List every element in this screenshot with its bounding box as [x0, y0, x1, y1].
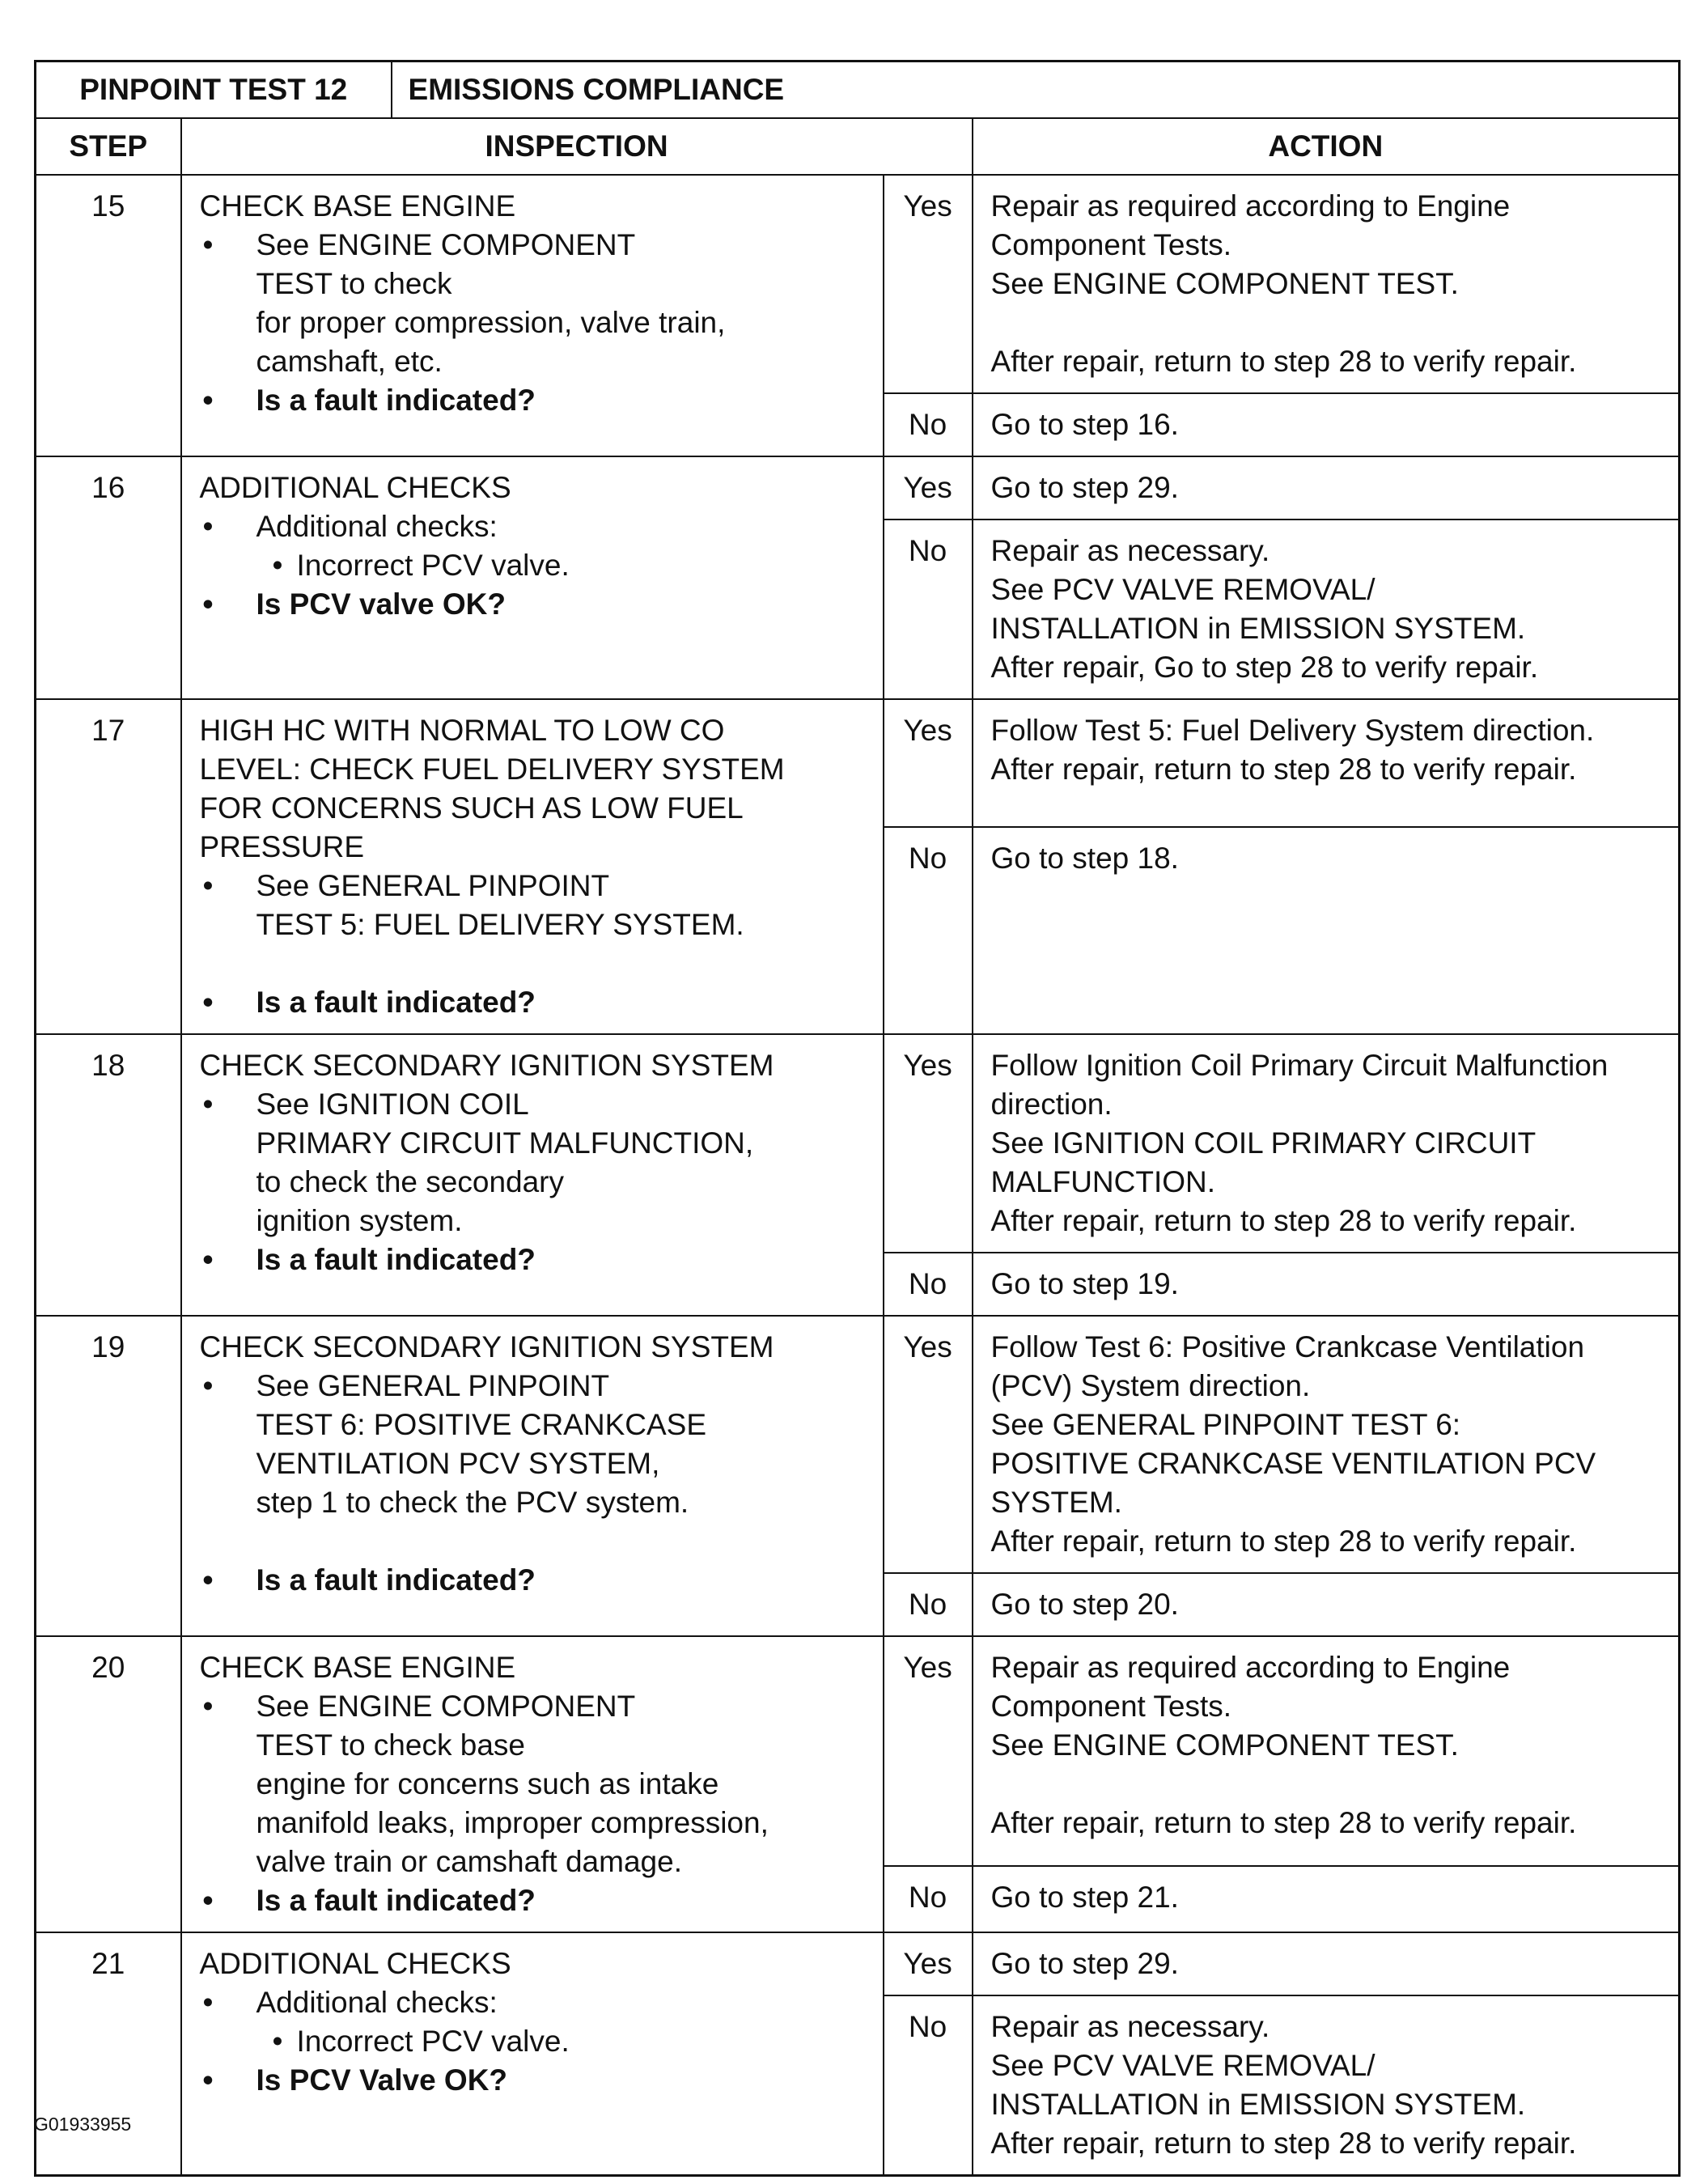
inspection-question: • Is PCV valve OK? — [200, 585, 865, 624]
inspection-cell — [181, 175, 884, 456]
bullet-line: VENTILATION PCV SYSTEM, — [256, 1447, 660, 1480]
table-row — [36, 1316, 1680, 1573]
inspection-bullet — [200, 1367, 865, 1522]
action-line: SYSTEM. — [990, 1486, 1122, 1519]
test-title: EMISSIONS COMPLIANCE — [392, 61, 1680, 119]
step-column-header: STEP — [36, 118, 181, 175]
inspection-bullet — [200, 507, 865, 585]
table-row — [36, 699, 1680, 827]
action-line: See GENERAL PINPOINT TEST 6: — [990, 1408, 1461, 1441]
inspection-bullet — [200, 867, 865, 944]
no-action — [973, 1253, 1680, 1316]
yes-action — [973, 1316, 1680, 1573]
action-line: See PCV VALVE REMOVAL/ — [990, 573, 1375, 606]
action-line: See PCV VALVE REMOVAL/ — [990, 2049, 1375, 2082]
figure-code: G01933955 — [34, 2114, 132, 2135]
no-action — [973, 827, 1680, 1034]
pinpoint-test-table — [34, 60, 1681, 2177]
action-line: Component Tests. — [990, 1690, 1232, 1723]
yes-label: Yes — [884, 1932, 973, 1995]
action-line: Go to step 29. — [990, 471, 1179, 504]
inspection-title: ADDITIONAL CHECKS — [199, 1947, 511, 1980]
action-line: After repair, return to step 28 to verify repair. — [990, 1525, 1577, 1558]
yes-label: Yes — [884, 699, 973, 827]
inspection-cell — [181, 456, 884, 699]
no-action — [973, 1995, 1680, 2176]
yes-label: Yes — [884, 175, 973, 393]
inspection-column-header: INSPECTION — [181, 118, 973, 175]
action-line: Go to step 19. — [990, 1267, 1179, 1300]
yes-action — [973, 1932, 1680, 1995]
bullet-line: manifold leaks, improper compression, — [256, 1806, 769, 1839]
action-line: See IGNITION COIL PRIMARY CIRCUIT — [990, 1126, 1537, 1160]
action-line: After repair, return to step 28 to verify repair. — [990, 2127, 1577, 2160]
inspection-cell — [181, 699, 884, 1034]
action-spacer — [991, 303, 1661, 342]
bullet-line: camshaft, etc. — [256, 345, 443, 378]
action-line: Go to step 29. — [990, 1947, 1179, 1980]
inspection-title: CHECK SECONDARY IGNITION SYSTEM — [199, 1049, 774, 1082]
bullet-line: engine for concerns such as intake — [256, 1767, 719, 1800]
inspection-title-line: HIGH HC WITH NORMAL TO LOW CO — [199, 714, 725, 747]
yes-label: Yes — [884, 1636, 973, 1866]
inspection-question: • Is a fault indicated? — [200, 1881, 865, 1920]
step-number: 18 — [36, 1034, 181, 1316]
bullet-line: • See GENERAL PINPOINT — [256, 1369, 610, 1402]
inspection-title-line: PRESSURE — [199, 830, 365, 863]
inspection-sub-bullet: • Incorrect PCV valve. — [256, 546, 865, 585]
no-label: No — [884, 827, 973, 1034]
inspection-title: CHECK SECONDARY IGNITION SYSTEM — [199, 1330, 774, 1363]
bullet-line: TEST 5: FUEL DELIVERY SYSTEM. — [256, 908, 744, 941]
action-line: Component Tests. — [990, 228, 1232, 261]
table-row — [36, 1636, 1680, 1866]
no-label: No — [884, 1573, 973, 1636]
table-row — [36, 175, 1680, 393]
step-number: 20 — [36, 1636, 181, 1932]
action-line: After repair, return to step 28 to verify repair. — [990, 345, 1577, 378]
bullet-line: for proper compression, valve train, — [256, 306, 726, 339]
table-row — [36, 1932, 1680, 1995]
inspection-question: • Is a fault indicated? — [200, 1561, 865, 1600]
bullet-line: • See ENGINE COMPONENT — [256, 1690, 636, 1723]
action-line: (PCV) System direction. — [990, 1369, 1311, 1402]
inspection-cell — [181, 1636, 884, 1932]
step-number: 17 — [36, 699, 181, 1034]
action-line: After repair, Go to step 28 to verify repair. — [990, 651, 1539, 684]
inspection-question: • Is a fault indicated? — [200, 1240, 865, 1279]
action-line: Go to step 21. — [990, 1880, 1179, 1914]
action-line: Repair as necessary. — [990, 2010, 1270, 2043]
action-line: After repair, return to step 28 to verify repair. — [990, 1204, 1577, 1237]
inspection-bullet — [200, 1983, 865, 2061]
no-label: No — [884, 1866, 973, 1932]
action-line: direction. — [990, 1088, 1113, 1121]
inspection-title: CHECK BASE ENGINE — [199, 1651, 516, 1684]
yes-label: Yes — [884, 1034, 973, 1253]
bullet-line: ignition system. — [256, 1204, 463, 1237]
action-spacer — [991, 1765, 1661, 1804]
inspection-bullet — [200, 1085, 865, 1240]
no-label: No — [884, 519, 973, 699]
table-title-row — [36, 61, 1680, 119]
action-line: See ENGINE COMPONENT TEST. — [990, 267, 1459, 300]
action-line: Follow Test 6: Positive Crankcase Ventilation — [990, 1330, 1585, 1363]
no-action — [973, 1573, 1680, 1636]
yes-label: Yes — [884, 1316, 973, 1573]
bullet-line: TEST 6: POSITIVE CRANKCASE — [256, 1408, 707, 1441]
action-line: Go to step 20. — [990, 1588, 1179, 1621]
inspection-title-line: FOR CONCERNS SUCH AS LOW FUEL — [199, 791, 744, 825]
no-action — [973, 393, 1680, 456]
inspection-question: • Is PCV Valve OK? — [200, 2061, 865, 2100]
inspection-question: • Is a fault indicated? — [200, 381, 865, 420]
step-number: 21 — [36, 1932, 181, 2176]
action-line: After repair, return to step 28 to verify repair. — [990, 1806, 1577, 1839]
action-line: INSTALLATION in EMISSION SYSTEM. — [990, 612, 1526, 645]
action-line: Repair as required according to Engine — [990, 1651, 1511, 1684]
action-column-header: ACTION — [973, 118, 1680, 175]
bullet-line: to check the secondary — [256, 1165, 564, 1198]
test-label: PINPOINT TEST 12 — [36, 61, 392, 119]
step-number: 16 — [36, 456, 181, 699]
bullet-line: step 1 to check the PCV system. — [256, 1486, 689, 1519]
bullet-line: valve train or camshaft damage. — [256, 1845, 682, 1878]
inspection-bullet — [200, 226, 865, 381]
action-line: POSITIVE CRANKCASE VENTILATION PCV — [990, 1447, 1596, 1480]
action-line: Go to step 16. — [990, 408, 1179, 441]
action-line: Repair as necessary. — [990, 534, 1270, 567]
bullet-line: • Additional checks: — [256, 510, 498, 543]
action-line: MALFUNCTION. — [990, 1165, 1216, 1198]
bullet-line: TEST to check base — [256, 1728, 525, 1762]
inspection-title: CHECK BASE ENGINE — [199, 189, 516, 223]
action-line: Follow Test 5: Fuel Delivery System direction. — [990, 714, 1595, 747]
yes-action — [973, 456, 1680, 519]
table-row — [36, 1034, 1680, 1253]
action-line: Go to step 18. — [990, 842, 1179, 875]
column-header-row — [36, 118, 1680, 175]
inspection-bullet — [200, 1687, 865, 1881]
no-label: No — [884, 1995, 973, 2176]
bullet-line: • See IGNITION COIL — [256, 1088, 529, 1121]
yes-action — [973, 699, 1680, 827]
inspection-title-line: LEVEL: CHECK FUEL DELIVERY SYSTEM — [199, 753, 785, 786]
yes-action — [973, 175, 1680, 393]
step-number: 19 — [36, 1316, 181, 1636]
no-action — [973, 519, 1680, 699]
action-line: After repair, return to step 28 to verify repair. — [990, 753, 1577, 786]
inspection-sub-bullet: • Incorrect PCV valve. — [256, 2022, 865, 2061]
bullet-line: • See GENERAL PINPOINT — [256, 869, 610, 902]
inspection-cell — [181, 1034, 884, 1316]
no-action — [973, 1866, 1680, 1932]
bullet-line: • Additional checks: — [256, 1986, 498, 2019]
yes-action — [973, 1636, 1680, 1866]
action-line: INSTALLATION in EMISSION SYSTEM. — [990, 2088, 1526, 2121]
action-line: Follow Ignition Coil Primary Circuit Malfunction — [990, 1049, 1609, 1082]
no-label: No — [884, 393, 973, 456]
inspection-cell — [181, 1932, 884, 2176]
bullet-line: PRIMARY CIRCUIT MALFUNCTION, — [256, 1126, 754, 1160]
bullet-line: • See ENGINE COMPONENT — [256, 228, 636, 261]
inspection-cell — [181, 1316, 884, 1636]
yes-action — [973, 1034, 1680, 1253]
action-line: Repair as required according to Engine — [990, 189, 1511, 223]
inspection-title: ADDITIONAL CHECKS — [199, 471, 511, 504]
no-label: No — [884, 1253, 973, 1316]
step-number: 15 — [36, 175, 181, 456]
yes-label: Yes — [884, 456, 973, 519]
table-row — [36, 456, 1680, 519]
inspection-question: • Is a fault indicated? — [200, 983, 865, 1022]
bullet-line: TEST to check — [256, 267, 452, 300]
action-line: See ENGINE COMPONENT TEST. — [990, 1728, 1459, 1762]
